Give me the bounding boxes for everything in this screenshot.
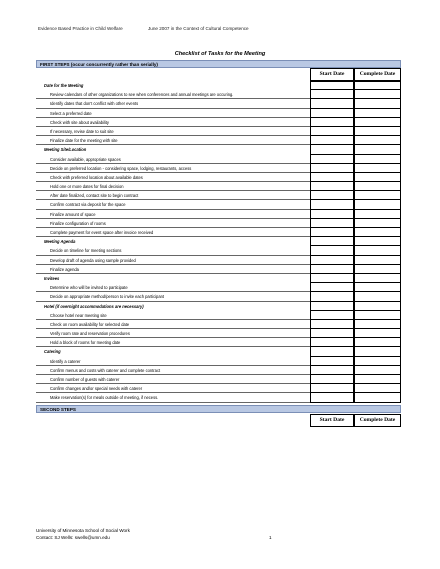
checklist-sheet [36,60,401,427]
start-date-cell[interactable] [310,320,354,329]
task-row [36,357,401,366]
complete-date-cell[interactable] [354,320,401,329]
complete-date-cell[interactable] [354,200,401,209]
start-date-cell[interactable] [310,200,354,209]
complete-date-cell[interactable] [354,136,401,145]
start-date-cell[interactable] [310,210,354,219]
task-row [36,375,401,384]
complete-date-cell[interactable] [354,127,401,136]
section-heading: Meeting Site/Location [44,147,87,153]
first-steps-band: FIRST STEPS (occur concurrently rather than serially) [36,60,401,68]
first-steps-column-headers [36,68,401,81]
task-label: Confirm changes and/or special needs with caterer [36,384,310,393]
start-date-cell[interactable] [310,219,354,228]
task-label: Make reservation(s) for meals outside of meeting, if necess. [36,393,310,402]
complete-date-cell[interactable] [354,384,401,393]
complete-date-header-2: Complete Date [354,414,401,427]
task-label: Select a preferred date [36,109,310,118]
start-date-cell[interactable] [310,265,354,274]
start-date-cell[interactable] [310,173,354,182]
section-heading: Catering [44,349,61,355]
complete-date-cell[interactable] [354,265,401,274]
complete-date-cell[interactable] [354,246,401,255]
task-label: Hold a block of rooms for meeting date [36,338,310,347]
section-heading: Invitees [44,275,60,281]
complete-date-cell[interactable] [354,109,401,118]
complete-date-cell[interactable] [354,292,401,301]
task-rows [36,81,401,403]
task-row [36,200,401,209]
task-label: Confirm menus and costs with caterer and complete contract [36,366,310,375]
task-row [36,99,401,108]
start-date-cell[interactable] [310,182,354,191]
section-heading-row [36,274,401,283]
start-date-cell[interactable] [310,329,354,338]
task-label: Finalize date for the meeting with site [36,136,310,145]
task-label: Choose hotel near meeting site [36,311,310,320]
start-date-cell[interactable] [310,246,354,255]
section-heading: Meeting Agenda [44,239,76,245]
task-label: Decide on preferred location - considering space, lodging, restaurants, access [36,164,310,173]
task-label: Identify a caterer [36,357,310,366]
complete-date-cell[interactable] [354,347,401,356]
task-label: Finalize agenda [36,265,310,274]
task-row [36,118,401,127]
start-date-cell[interactable] [310,302,354,311]
task-label: If necessary, revise date to suit site [36,127,310,136]
task-label: Complete payment for event space after invoice received [36,228,310,237]
footer-contact: Contact: SJ Wells: swells@umn.edu [36,534,110,540]
start-date-cell[interactable] [310,347,354,356]
task-label: Consider available, appropriate spaces [36,155,310,164]
start-date-header-2: Start Date [310,414,354,427]
task-label: After date finalized, contact site to begin contract [36,191,310,200]
section-heading-row [36,347,401,356]
task-row [36,164,401,173]
section-heading-row [36,302,401,311]
task-row [36,256,401,265]
start-date-cell[interactable] [310,274,354,283]
start-date-cell[interactable] [310,155,354,164]
start-date-cell[interactable] [310,338,354,347]
start-date-cell[interactable] [310,90,354,99]
complete-date-cell[interactable] [354,357,401,366]
complete-date-cell[interactable] [354,182,401,191]
start-date-cell[interactable] [310,375,354,384]
page-title: Checklist of Tasks for the Meeting [174,51,266,57]
task-label: Finalize amount of space [36,210,310,219]
task-label: Develop draft of agenda using sample provided [36,256,310,265]
task-row [36,136,401,145]
complete-date-cell[interactable] [354,210,401,219]
task-row [36,320,401,329]
start-date-header: Start Date [310,68,354,81]
start-date-cell[interactable] [310,283,354,292]
start-date-cell[interactable] [310,228,354,237]
complete-date-cell[interactable] [354,237,401,246]
complete-date-cell[interactable] [354,283,401,292]
task-row [36,127,401,136]
complete-date-cell[interactable] [354,173,401,182]
task-label: Hold one or more dates for final decision [36,182,310,191]
complete-date-cell[interactable] [354,311,401,320]
task-label: Check with preferred location about available dates [36,173,310,182]
task-row [36,109,401,118]
task-label: Confirm contract via deposit for the space [36,200,310,209]
complete-date-cell[interactable] [354,274,401,283]
task-row [36,228,401,237]
complete-date-cell[interactable] [354,90,401,99]
start-date-cell[interactable] [310,118,354,127]
task-row [36,329,401,338]
start-date-cell[interactable] [310,136,354,145]
footer [36,528,130,541]
complete-date-cell[interactable] [354,228,401,237]
task-label: Determine who will be invited to participate [36,283,310,292]
task-row [36,173,401,182]
task-label: Check with site about availability [36,118,310,127]
complete-date-cell[interactable] [354,366,401,375]
section-heading: Hotel (if overnight accommodations are necessary) [44,303,144,309]
complete-date-cell[interactable] [354,393,401,402]
task-row [36,338,401,347]
start-date-cell[interactable] [310,127,354,136]
section-heading-row [36,145,401,154]
task-row [36,283,401,292]
task-row [36,210,401,219]
header-right: June 2007 in the Context of Cultural Competence [148,26,249,31]
section-heading-row [36,237,401,246]
complete-date-cell[interactable] [354,256,401,265]
complete-date-cell[interactable] [354,329,401,338]
start-date-cell[interactable] [310,164,354,173]
task-row [36,292,401,301]
task-label: Identify dates that don't conflict with other events [36,99,310,108]
complete-date-cell[interactable] [354,302,401,311]
section-heading-row [36,81,401,90]
task-row [36,191,401,200]
complete-date-header: Complete Date [354,68,401,81]
second-steps-band: SECOND STEPS [36,405,401,413]
start-date-cell[interactable] [310,145,354,154]
header-left: Evidence Based Practice in Child Welfare [38,26,123,31]
complete-date-cell[interactable] [354,81,401,90]
complete-date-cell[interactable] [354,338,401,347]
start-date-cell[interactable] [310,357,354,366]
task-label: Confirm number of guests with caterer [36,375,310,384]
task-row [36,182,401,191]
complete-date-cell[interactable] [354,191,401,200]
start-date-cell[interactable] [310,366,354,375]
task-label: Check on room availability for selected date [36,320,310,329]
task-label: Verify room rate and reservation procedures [36,329,310,338]
task-row [36,219,401,228]
complete-date-cell[interactable] [354,164,401,173]
task-row [36,265,401,274]
complete-date-cell[interactable] [354,118,401,127]
complete-date-cell[interactable] [354,219,401,228]
start-date-cell[interactable] [310,109,354,118]
task-label: Decide on appropriate method/person to invite each participant [36,292,310,301]
task-label: Review calendars of other organizations to see when conferences and annual meetings are occuring. [36,90,310,99]
start-date-cell[interactable] [310,81,354,90]
page-number: 1 [269,535,272,540]
task-row [36,393,401,402]
task-row [36,90,401,99]
start-date-cell[interactable] [310,384,354,393]
start-date-cell[interactable] [310,393,354,402]
task-row [36,366,401,375]
task-row [36,155,401,164]
complete-date-cell[interactable] [354,99,401,108]
start-date-cell[interactable] [310,311,354,320]
section-heading: Date for the Meeting [44,83,84,88]
task-row [36,311,401,320]
second-steps-column-headers [36,414,401,427]
complete-date-cell[interactable] [354,145,401,154]
complete-date-cell[interactable] [354,155,401,164]
task-label: Finalize configuration of rooms [36,219,310,228]
start-date-cell[interactable] [310,292,354,301]
complete-date-cell[interactable] [354,375,401,384]
start-date-cell[interactable] [310,191,354,200]
start-date-cell[interactable] [310,256,354,265]
task-label: Decide on timeline for meeting sections [36,246,310,255]
task-row [36,246,401,255]
footer-institution: University of Minnesota School of Social Work [36,528,130,533]
task-row [36,384,401,393]
start-date-cell[interactable] [310,99,354,108]
start-date-cell[interactable] [310,237,354,246]
